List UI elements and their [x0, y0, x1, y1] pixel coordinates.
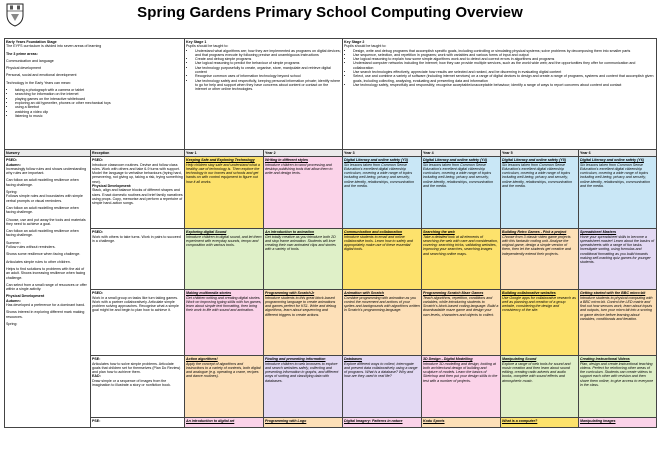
unit-title: Databases — [344, 357, 362, 362]
list-item: • taking a photograph with a camera or tablet — [15, 88, 183, 92]
list-item: • playing games on the interactive whiteboard — [15, 97, 183, 101]
unit-title: Manipulating images — [580, 419, 616, 424]
unit-title: Programming Scratch Maze Games — [423, 291, 484, 296]
ks2-intro: Pupils should be taught to: — [344, 44, 387, 49]
unit-title: Creating Instructional Videos — [580, 357, 630, 362]
header-year-6: Year 6 — [579, 150, 657, 157]
unit-cell — [579, 229, 657, 290]
eyfs-cell — [5, 39, 185, 150]
unit-cell — [264, 229, 343, 290]
unit-title: What is a computer? — [502, 419, 538, 424]
list-item: • Use search technologies effectively, appreciate how results are selected and ranked, and be discerning in evaluating digital content — [353, 70, 655, 74]
unit-title: Exploring digital Sound — [186, 230, 227, 235]
reception-text: Work with others to take turns. Work in pairs to succeed in a challenge. — [92, 234, 181, 243]
unit-text: Introduce 3D modelling and design, looking at both architectural design of building and sculpture of models. Learn the basics of Sketchup and then put your design skills to the test with a number of projects. — [423, 361, 498, 383]
nursery-text: Can follow an adult modelling resilience when facing challenge. — [6, 229, 79, 238]
unit-title: Manipulating Sound — [502, 357, 537, 362]
unit-cell — [264, 157, 343, 229]
eyfs-tech-list — [6, 88, 183, 118]
reception-cell — [91, 229, 185, 290]
unit-cell — [422, 418, 501, 428]
nursery-text: Can select from a small range of resources or offer within a single activity. — [6, 282, 87, 292]
unit-title: Digital Literacy and online safety (Y6) — [580, 158, 644, 163]
unit-text: Take a detailed look at all elements of searching the web with care and consideration, covering: searching tricks, validating websites, improving your searches, searching images and searching online maps. — [423, 234, 498, 256]
list-item: • Use logical reasoning to predict the behaviour of simple programs — [195, 61, 341, 65]
unit-title: Spreadsheet Masters — [580, 230, 617, 235]
nursery-phys-autumn-label: Autumn: — [6, 298, 21, 303]
reception-cell — [91, 356, 185, 418]
reception-phys-label: Physical Development: — [92, 184, 132, 189]
unit-title: Programming with ScratchJr — [265, 291, 315, 296]
nursery-text: Shows interest in exploring different mark making resources. — [6, 310, 85, 319]
nursery-text: Follow rules without reminders. — [6, 245, 56, 250]
reception-label: PSED: — [92, 291, 103, 296]
list-item: • Create and debug simple programs — [195, 57, 341, 61]
table-row — [5, 157, 657, 229]
unit-text: Six lessons taken from Common Sense Education's excellent digital citizenship curriculum, covering a wide range of topics including well-being, privacy and security, online identity, relationships, communication and the media. — [344, 162, 415, 189]
unit-cell — [343, 157, 422, 229]
unit-cell — [264, 356, 343, 418]
reception-label: PSE: — [92, 419, 101, 424]
unit-cell — [185, 229, 264, 290]
reception-label: PSE: — [92, 357, 101, 362]
unit-title: Searching the web — [423, 230, 455, 235]
unit-text: Get children writing and creating digital stories. Work on improving typing skills with fun games, learn about simple text formatting, then bring their work to life with sound and animation. — [186, 295, 262, 313]
nursery-phys-spring-label: Spring: — [6, 321, 18, 326]
header-year-3: Year 3 — [343, 150, 422, 157]
unit-text: Introduce children to word processing and desktop publishing tools that allow them to write and design texts. — [265, 162, 333, 176]
unit-text: Hone your spreadsheet skills to become a spreadsheet master! Learn about the basics of spreadsheets with a range of fun tasks. Investigate sorting, using formulas and conditional formatting as you build towards making self-marking quiz games for younger students. — [580, 234, 655, 265]
unit-text: Choose from 3 classic video game projects with this fantastic coding unit. Analyse the original game, design a simple version of them, then let the students get creative and independently extend their projects. — [502, 234, 571, 256]
unit-title: Writing in different styles — [265, 158, 308, 163]
eyfs-tech-intro: Technology in the Early Years can mean: — [6, 80, 71, 85]
nursery-summer-label: Summer: — [6, 240, 21, 245]
unit-title: Communication and collaboration — [344, 230, 403, 235]
reception-text: Articulates how to solve simple problems. Articulate goals that children set for themselves (Plan Do Review) and plan how to achieve them. — [92, 361, 181, 375]
unit-cell — [422, 290, 501, 356]
unit-text: Introduce students to this great block-based programming language to create animations and games perfect for KS1. Write and debug algorithms, learn about sequencing and different triggers to create actions. — [265, 295, 337, 317]
list-item: • Use logical reasoning to explain how some simple algorithms work and to detect and correct errors in algorithms and programs — [353, 57, 655, 61]
ks1-list — [186, 49, 341, 92]
nursery-phys-label: Physical Development — [6, 294, 45, 299]
unit-cell — [343, 418, 422, 428]
header-reception: Reception — [91, 150, 185, 157]
ks1-intro: Pupils should be taught to: — [186, 44, 229, 49]
nursery-text: Can follow an adult modelling resilience when facing challenge. — [6, 205, 79, 215]
header-year-5: Year 5 — [501, 150, 579, 157]
unit-cell — [264, 290, 343, 356]
unit-cell — [185, 418, 264, 428]
unit-text: Introduce students to email and online collaborative tools. Learn how to safely and appropriately make use of these essential digital tools. — [344, 234, 413, 252]
unit-text: Introduce children to web browsers to explore and search websites safely, collecting and presenting information in graphs, and different ways of sorting and classifying data with databases. — [265, 361, 339, 383]
reception-cell — [91, 157, 185, 229]
ks2-heading: Key Stage 2 — [344, 40, 365, 44]
table-row — [5, 356, 657, 418]
list-item: • Use technology safely, respectfully and responsibly; recognise acceptable/unacceptable behaviour; identify a range of ways to report concerns about content and contact — [353, 83, 655, 87]
eyfs-intro: The EYFS curriculum is divided into seven areas of learning — [6, 44, 102, 49]
curriculum-row — [5, 39, 657, 150]
unit-text: Explore a range of web tools for sound and music creation and then learn about sound editing, creating radio adverts and audio books, complete with sound effects and atmospheric music. — [502, 361, 571, 383]
unit-title: Building Retro Games - Pick a project — [502, 230, 567, 235]
reception-text: Stack, align and balance blocks of different shapes and sizes. Enact domestic routines and brief family narratives using props. Copy, memorise and perform a repertoire of simple hand-action songs. — [92, 188, 183, 206]
computing-overview-table — [4, 38, 657, 428]
ks2-cell — [343, 39, 657, 150]
unit-cell — [185, 157, 264, 229]
unit-cell — [579, 418, 657, 428]
list-item: • watching a video clip — [15, 110, 183, 114]
unit-cell — [185, 290, 264, 356]
eyfs-prime-item: Communication and language — [6, 58, 54, 63]
unit-cell — [422, 356, 501, 418]
unit-cell — [185, 356, 264, 418]
ks1-heading: Key Stage 1 — [186, 40, 207, 44]
unit-title: An introduction to animation — [265, 230, 315, 235]
ks1-cell — [185, 39, 343, 150]
unit-cell — [501, 157, 579, 229]
reception-label: PSED: — [92, 158, 103, 163]
unit-text: Get totally creative as you introduce both 2D and stop frame animation. Students will love creating their own animated clips and stories with a variety of tools. — [265, 234, 336, 252]
eyfs-prime-item: Physical development — [6, 66, 41, 71]
reception-cell — [91, 290, 185, 356]
nursery-text: Articulates simple rules to other children. — [6, 259, 71, 264]
unit-text: Introduce children to digital sound, and let them experiment with everyday sounds, tempo and composition with various tools. — [186, 234, 262, 248]
unit-cell — [501, 229, 579, 290]
nursery-psed-label: PSED: — [6, 158, 17, 163]
unit-title: Digital Imagery: Patterns in nature — [344, 419, 403, 424]
reception-label: PSED: — [92, 230, 103, 235]
unit-title: Finding and presenting information — [265, 357, 326, 362]
nursery-cell — [5, 157, 91, 428]
list-item: • Use technology safely and respectfully, keeping personal information private; identify where to go for help and support when they have concerns about content or contact on the internet or other online technologies. — [195, 79, 341, 92]
header-nursery: Nursery — [5, 150, 91, 157]
reception-text: Introduce classroom routines. Devise and follow class rules. Work with others and take 6-9 turns with support. Model the language to verbalise behaviours (trying hard, persevering, not giving up, taking a risk, trying something new). — [92, 162, 183, 184]
unit-title: Animation with Scratch — [344, 291, 384, 296]
header-year-1: Year 1 — [185, 150, 264, 157]
unit-title: An introduction to digital art — [186, 419, 235, 424]
unit-title: Programming with Logo — [265, 419, 307, 424]
unit-text: Teach algorithms, repetition, conditions and variables, while introducing students to Scratch's block-based coding language. Build a downloadable maze game and design your own levels, characters and objects to collect. — [423, 295, 499, 317]
unit-cell — [579, 157, 657, 229]
unit-title: Getting started with the BBC micro:bit — [580, 291, 646, 296]
unit-text: Six lessons taken from Common Sense Education's excellent digital citizenship curriculum, covering a wide range of topics including well-being, privacy and security, online identity, relationships, communication and the media. — [423, 162, 494, 189]
unit-cell — [422, 229, 501, 290]
unit-cell — [343, 290, 422, 356]
nursery-text: Has developed a preference for a dominant hand. — [6, 303, 86, 308]
reception-text: Draw simple or a sequence of images from the imagination to illustrate a story or nonfiction book. — [92, 378, 171, 388]
list-item: • Use sequence, selection, and repetition in programs; work with variables and various forms of input and output — [353, 53, 655, 57]
unit-text: Apply the concept of algorithms and instructions to a variety of contexts, both digital and analogue (e.g. operating a crane, recipes and dance routines). — [186, 361, 261, 379]
table-row — [5, 290, 657, 356]
list-item: • using a Beebot — [15, 105, 183, 109]
list-item: • Select, use and combine a variety of software (including internet services) on a range of digital devices to design and create a range of programs, systems and content that accomplish given goals, including collecting, analysing, evaluating and presenting data and information — [353, 74, 655, 83]
unit-cell — [264, 418, 343, 428]
table-row — [5, 229, 657, 290]
list-item: • Understand computer networks including the internet; how they can provide multiple services, such as the world wide web; and the opportunities they offer for communication and collaboration — [353, 61, 655, 70]
nursery-text: Choose, use and put away the tools and materials they need to achieve a goal. — [6, 217, 86, 226]
unit-text: Introduce students to physical computing with a BBC micro:bit. Control the LED matrix and find out how sensors work, learn about inputs and outputs, turn your micro:bit into a scoring or game device before learning about variables, conditionals and iteration. — [580, 295, 653, 322]
unit-text: Combine programming with animation as you control the movement and actions of your sprites and backgrounds with algorithms written in Scratch's programming language. — [344, 295, 420, 313]
ks2-list — [344, 49, 655, 88]
table-row — [5, 418, 657, 428]
header-year-2: Year 2 — [264, 150, 343, 157]
unit-title: Building collaborative websites — [502, 291, 556, 296]
list-item: • Design, write and debug programs that accomplish specific goals, including controlling or simulating physical systems; solve problems by decomposing them into smaller parts — [353, 49, 655, 53]
unit-title: Digital Literacy and online safety (Y4) — [423, 158, 487, 163]
unit-title: Kodu Sports — [423, 419, 445, 424]
reception-ead-label: EAD: — [92, 374, 101, 379]
unit-cell — [343, 356, 422, 418]
unit-cell — [501, 356, 579, 418]
nursery-text: Shows some resilience when facing challenge. — [6, 252, 81, 257]
unit-title: Action algorithms! — [186, 357, 218, 362]
unit-cell — [501, 418, 579, 428]
unit-text: Help children stay safe and understand what a healthy use of technology is. Then explore the technology in our homes and schools and get hands on with control equipment to figure out how it all works. — [186, 162, 260, 184]
unit-cell — [343, 229, 422, 290]
nursery-text: Helps to find solutions to problems with the aid of an adult. Shows increasing resilience when facing challenge. — [6, 266, 86, 280]
unit-cell — [422, 157, 501, 229]
nursery-spring-label: Spring: — [6, 190, 18, 195]
unit-title: 3D Design - Digital Modelling — [423, 357, 473, 362]
unit-text: Plan, design and create instructional teaching videos. Perfect for reinforcing other areas of the curriculum. Students can create videos to support each other with revision and then share them online, to give access to everyone in the class. — [580, 361, 654, 388]
nursery-text: Follows simple rules and boundaries with simple verbal prompts or visual reminders. — [6, 194, 83, 203]
unit-cell — [501, 290, 579, 356]
unit-cell — [579, 290, 657, 356]
list-item: • searching for information on the internet — [15, 92, 183, 96]
reception-text: Work in a small group on tasks like turn taking games. Work with a partner collaboratively. Articulate simple problem solving approaches. Recognise what a simple goal might be and begin to plan how to achieve it. — [92, 295, 179, 313]
unit-text: Explore different ways to collect, interrogate and present data collaboratively using a range of programs. What is a database? Why and how are they used in real life? — [344, 361, 418, 379]
list-item: • exploring an old typewriter, phones or other mechanical toys — [15, 101, 183, 105]
unit-cell — [579, 356, 657, 418]
unit-title: Keeping Safe and Exploring Technology — [186, 158, 255, 163]
eyfs-heading: Early Years Foundation Stage — [6, 40, 57, 44]
eyfs-prime-heading: The 3 prime areas: — [6, 51, 38, 56]
unit-text: Six lessons taken from Common Sense Education's excellent digital citizenship curriculum, covering a wide range of topics including well-being, privacy and security, online identity, relationships, communication and the media. — [502, 162, 573, 189]
list-item: • listening to music — [15, 114, 183, 118]
list-item: • Use technology purposefully to create, organise, store, manipulate and retrieve digital content — [195, 66, 341, 75]
unit-text: Six lessons taken from Common Sense Education's excellent digital citizenship curriculum, covering a wide range of topics including well-being, privacy and security, online identity, relationships, communication and the media. — [580, 162, 651, 189]
nursery-text: Can follow an adult modelling resilience when facing challenge. — [6, 178, 79, 187]
unit-text: Use Google apps for collaborative research as well as planning and creation of a group website, considering the design and consistency of the site. — [502, 295, 576, 313]
reception-cell — [91, 418, 185, 428]
eyfs-prime-item: Personal, social and emotional development — [6, 73, 77, 78]
nursery-autumn-label: Autumn: — [6, 162, 21, 167]
unit-title: Digital Literacy and online safety (Y5) — [502, 158, 566, 163]
year-header-row — [5, 150, 657, 157]
page-title: Spring Gardens Primary School Computing Overview — [137, 4, 523, 21]
nursery-text: Increasingly follow rules and shows understanding why rules are important. — [6, 166, 87, 176]
list-item: • Recognise common uses of information technology beyond school — [195, 74, 341, 78]
list-item: • Understand what algorithms are; how they are implemented as programs on digital devices; and that programs execute by following precise and unambiguous instructions — [195, 49, 341, 58]
unit-title: Making multimedia stories — [186, 291, 232, 296]
header-year-4: Year 4 — [422, 150, 501, 157]
unit-title: Digital Literacy and online safety (Y3) — [344, 158, 408, 163]
